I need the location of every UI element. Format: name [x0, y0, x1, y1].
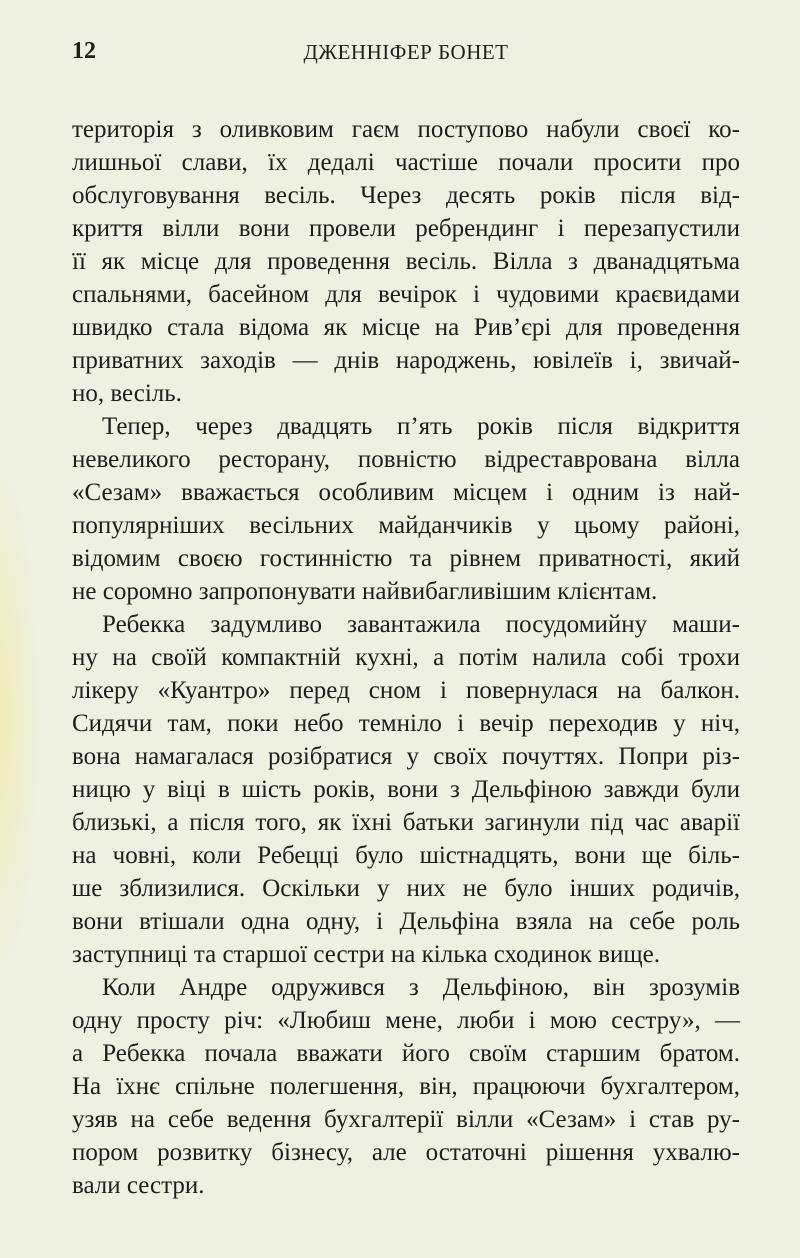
text-line: вони втішали одна одну, і Дельфіна взяла на себе роль	[72, 908, 740, 935]
text-line: її як місце для проведення весіль. Вілла з дванадцятьма	[72, 248, 740, 275]
running-title: ДЖЕННІФЕР БОНЕТ	[303, 40, 509, 64]
text-line: невеликого ресторану, повністю відреставрована вілла	[72, 446, 740, 473]
text-line: ше зблизилися. Оскільки у них не було інших родичів,	[72, 875, 740, 902]
text-line: заступниці та старшої сестри на кілька сходинок вище.	[72, 941, 660, 968]
text-line: пором розвитку бізнесу, але остаточні рішення ухвалю-	[72, 1139, 740, 1166]
text-line: одну просту річ: «Любиш мене, люби і мою сестру», —	[72, 1007, 740, 1034]
text-line: вали сестри.	[72, 1172, 205, 1199]
text-line: відомим своєю гостинністю та рівнем приватності, який	[72, 545, 740, 572]
text-line: Сидячи там, поки небо темніло і вечір переходив у ніч,	[72, 710, 740, 737]
text-line: но, весіль.	[72, 380, 182, 407]
text-line: а Ребекка почала вважати його своїм старшим братом.	[72, 1040, 740, 1067]
paragraph	[72, 113, 740, 410]
text-line: узяв на себе ведення бухгалтерії вілли «Сезам» і став ру-	[72, 1106, 740, 1133]
text-line: близькі, а після того, як їхні батьки загинули під час аварії	[72, 809, 740, 836]
text-line: швидко стала відома як місце на Рив’єрі для проведення	[72, 314, 740, 341]
text-line: криття вілли вони провели ребрендинг і перезапустили	[72, 215, 740, 242]
text-line: обслуговування весіль. Через десять років після від-	[72, 182, 740, 209]
page-number: 12	[72, 38, 96, 64]
paragraph	[72, 971, 740, 1202]
text-line: приватних заходів — днів народжень, ювілеїв і, звичай-	[72, 347, 740, 374]
paragraph	[72, 410, 740, 608]
paragraph	[72, 608, 740, 971]
text-line: популярніших весільних майданчиків у цьому районі,	[72, 512, 740, 539]
text-line: Тепер, через двадцять п’ять років після відкриття	[102, 413, 740, 440]
page-header	[72, 38, 740, 72]
text-line: «Сезам» вважається особливим місцем і одним із най-	[72, 479, 740, 506]
text-line: на човні, коли Ребецці було шістнадцять, вони ще біль-	[72, 842, 740, 869]
text-line: територія з оливковим гаєм поступово набули своєї ко-	[72, 116, 740, 143]
text-line: не соромно запропонувати найвибагливішим клієнтам.	[72, 578, 658, 605]
text-line: ницю у віці в шість років, вони з Дельфіною завжди були	[72, 776, 740, 803]
text-line: лишньої слави, їх дедалі частіше почали просити про	[72, 149, 740, 176]
text-line: Коли Андре одружився з Дельфіною, він зрозумів	[102, 974, 740, 1001]
text-line: Ребекка задумливо завантажила посудомийну маши-	[102, 611, 740, 638]
text-line: лікеру «Куантро» перед сном і повернулася на балкон.	[72, 677, 740, 704]
body-text	[72, 113, 740, 1202]
text-line: вона намагалася розібратися у своїх почуттях. Попри різ-	[72, 743, 740, 770]
text-line: спальнями, басейном для вечірок і чудовими краєвидами	[72, 281, 740, 308]
text-line: На їхнє спільне полегшення, він, працюючи бухгалтером,	[72, 1073, 740, 1100]
text-line: ну на своїй компактній кухні, а потім налила собі трохи	[72, 644, 740, 671]
